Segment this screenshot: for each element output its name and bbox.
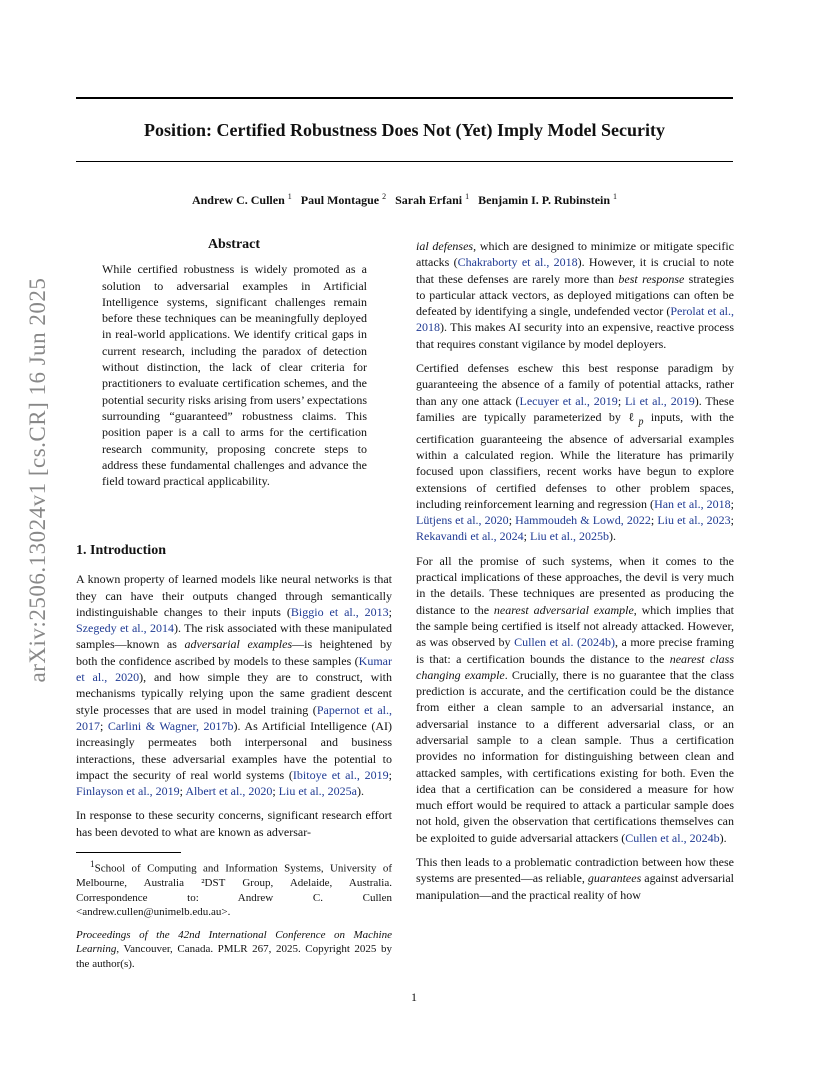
page-number: 1 — [411, 990, 417, 1004]
abstract-text: While certified robustness is widely promoted as a solution to adversarial examples in Artificial Intelligence systems, significant challenges remain before these techniques can be meaningfully deployed in real-world applications. We identify critical gaps in current research, including the paradox of detection without distinction, the lack of clear criteria for practitioners to evaluate certification schemes, and the potential security risks arising from users’ expectations surrounding “guaranteed” robustness claims. This position paper is a call to arms for the certification research community, proposing concrete steps to address these fundamental challenges and advance the field toward practical applicability. — [102, 262, 367, 489]
citation-link[interactable]: Cullen et al. (2024b) — [514, 635, 615, 650]
arxiv-sidebar — [18, 277, 58, 683]
right-column — [416, 238, 734, 911]
right-paragraph-1: ial defenses, which are designed to minimize or mitigate specific attacks (Chakraborty et al., 2018). However, it is crucial to note that these defenses are rarely more than best response strategies to particular attack vectors, as deployed mitigations can often be defeated by identifying a single, undefended vector (Perolat et al., 2018). This makes AI security into an expensive, reactive process that requires constant vigilance by model deployers. — [416, 239, 734, 351]
citation-link[interactable]: Ibitoye et al., 2019 — [292, 767, 389, 782]
arxiv-identifier[interactable]: arXiv:2506.13024v1 [cs.CR] 16 Jun 2025 — [25, 277, 50, 683]
citation-link[interactable]: Lecuyer et al., 2019 — [519, 393, 618, 408]
author-list — [76, 192, 733, 208]
title-bottom-rule — [76, 161, 733, 162]
footnote-rule — [76, 852, 181, 853]
citation-link[interactable]: Liu et al., 2025a — [278, 784, 357, 799]
citation-link[interactable]: Li et al., 2019 — [625, 393, 695, 408]
right-paragraph-2: Certified defenses eschew this best response paradigm by guaranteeing the absence of a family of potential attacks, rather than any one attack (Lecuyer et al., 2019; Li et al., 2019). These families are typically parameterized by ℓ$_p$ inputs, with the certification guaranteeing the absence of adversarial examples within a calculated region. While the literature has primarily focused upon classifiers, recent works have begun to explore extensions of certified defenses to other problem spaces, including reinforcement learning and regression (Han et al., 2018; Lütjens et al., 2020; Hammoudeh & Lowd, 2022; Liu et al., 2023; Rekavandi et al., 2024; Liu et al., 2025b). — [416, 361, 735, 544]
author-affil: 1 — [465, 192, 470, 201]
right-paragraph-3: For all the promise of such systems, when it comes to the practical implications of these approaches, the devil is very much in the details. These techniques are presented as producing the distance to the nearest adversarial example, which implies that the sample being certified is itself not already attacked. However, as was observed by Cullen et al. (2024b), a more precise framing is that: a certification bounds the distance to the nearest class changing example. Crucially, there is no guarantee that the class prediction is accurate, and the certification could be the distance from either a clean sample to an adversarial instance, an adversarial instance to a different adversarial class, or an adversarial sample to a clean sample. Thus a certification provides no information for distinguishing between clean and attacked samples, with certifications existing for both. Even the idea that a certification can be considered a measure for how much effort would be required to attack a particular sample does not hold, given the observation that certifications themselves can be exploited to guide adversarial attackers (Cullen et al., 2024b). — [416, 553, 735, 845]
citation-link[interactable]: Chakraborty et al., 2018 — [457, 255, 578, 270]
intro-paragraph-2: In response to these security concerns, significant research effort has been devoted to what are known as adversar- — [76, 808, 392, 839]
author-name: Benjamin I. P. Rubinstein — [478, 193, 611, 207]
author-name: Paul Montague — [300, 193, 380, 207]
author-affil: 1 — [613, 192, 618, 201]
citation-link[interactable]: Carlini & Wagner, 2017b — [107, 718, 234, 733]
citation-link[interactable]: Liu et al., 2023 — [657, 513, 731, 528]
citation-link[interactable]: Finlayson et al., 2019 — [76, 784, 180, 799]
citation-link[interactable]: Cullen et al., 2024b — [625, 830, 720, 845]
right-paragraph-4: This then leads to a problematic contradiction between how these systems are presented—as reliable, guarantees against adversarial manipulation—and the practical reality of how — [416, 855, 735, 902]
footnote-affiliations: $^1$School of Computing and Information Systems, University of Melbourne, Australia ²DST Group, Adelaide, Australia. Correspondence to: Andrew C. Cullen <andrew.cullen@unimelb.edu.au>. — [76, 859, 392, 919]
citation-link[interactable]: Han et al., 2018 — [654, 496, 731, 511]
top-rule — [76, 97, 733, 99]
citation-link[interactable]: Szegedy et al., 2014 — [76, 621, 174, 636]
introduction-section — [76, 543, 392, 848]
footnote-block — [76, 852, 392, 971]
abstract-heading: Abstract — [207, 237, 261, 252]
author-affil: 1 — [287, 192, 292, 201]
left-column — [76, 237, 392, 489]
intro-paragraph-1: A known property of learned models like neural networks is that they can have their outputs changed through semantically indistinguishable changes to their inputs (Biggio et al., 2013; Szegedy et al., 2014). The risk associated with these manipulated samples—known as adversarial examples—is heightened by both the confidence ascribed by models to these samples (Kumar et al., 2020), and how simple they are to construct, with mechanisms typically relying upon the same gradient descent style processes that are used in model training (Papernot et al., 2017; Carlini & Wagner, 2017b). As Artificial Intelligence (AI) increasingly permeates both interpersonal and business interactions, these adversarial examples have the potential to impact the security of real world systems (Ibitoye et al., 2019; Finlayson et al., 2019; Albert et al., 2020; Liu et al., 2025a). — [76, 572, 393, 799]
author-affil: 2 — [382, 192, 387, 201]
proceedings-note: Proceedings of the 42nd International Conference on Machine Learning, Vancouver, Canada. PMLR 267, 2025. Copyright 2025 by the author(s). — [76, 928, 392, 970]
author-name: Andrew C. Cullen — [191, 193, 285, 207]
citation-link[interactable]: Rekavandi et al., 2024 — [416, 529, 524, 544]
citation-link[interactable]: Kumar et al., 2020 — [76, 653, 392, 685]
citation-link[interactable]: Lütjens et al., 2020 — [416, 513, 509, 528]
citation-link[interactable]: Albert et al., 2020 — [185, 784, 273, 799]
paper-title: Position: Certified Robustness Does Not (Yet) Imply Model Security — [144, 120, 665, 140]
citation-link[interactable]: Biggio et al., 2013 — [290, 604, 389, 619]
citation-link[interactable]: Papernot et al., 2017 — [76, 702, 393, 733]
citation-link[interactable]: Perolat et al., 2018 — [416, 304, 734, 335]
author-name: Sarah Erfani — [395, 193, 463, 207]
citation-link[interactable]: Liu et al., 2025b — [529, 529, 609, 544]
citation-link[interactable]: Hammoudeh & Lowd, 2022 — [515, 513, 651, 528]
section-heading: 1. Introduction — [76, 543, 166, 558]
